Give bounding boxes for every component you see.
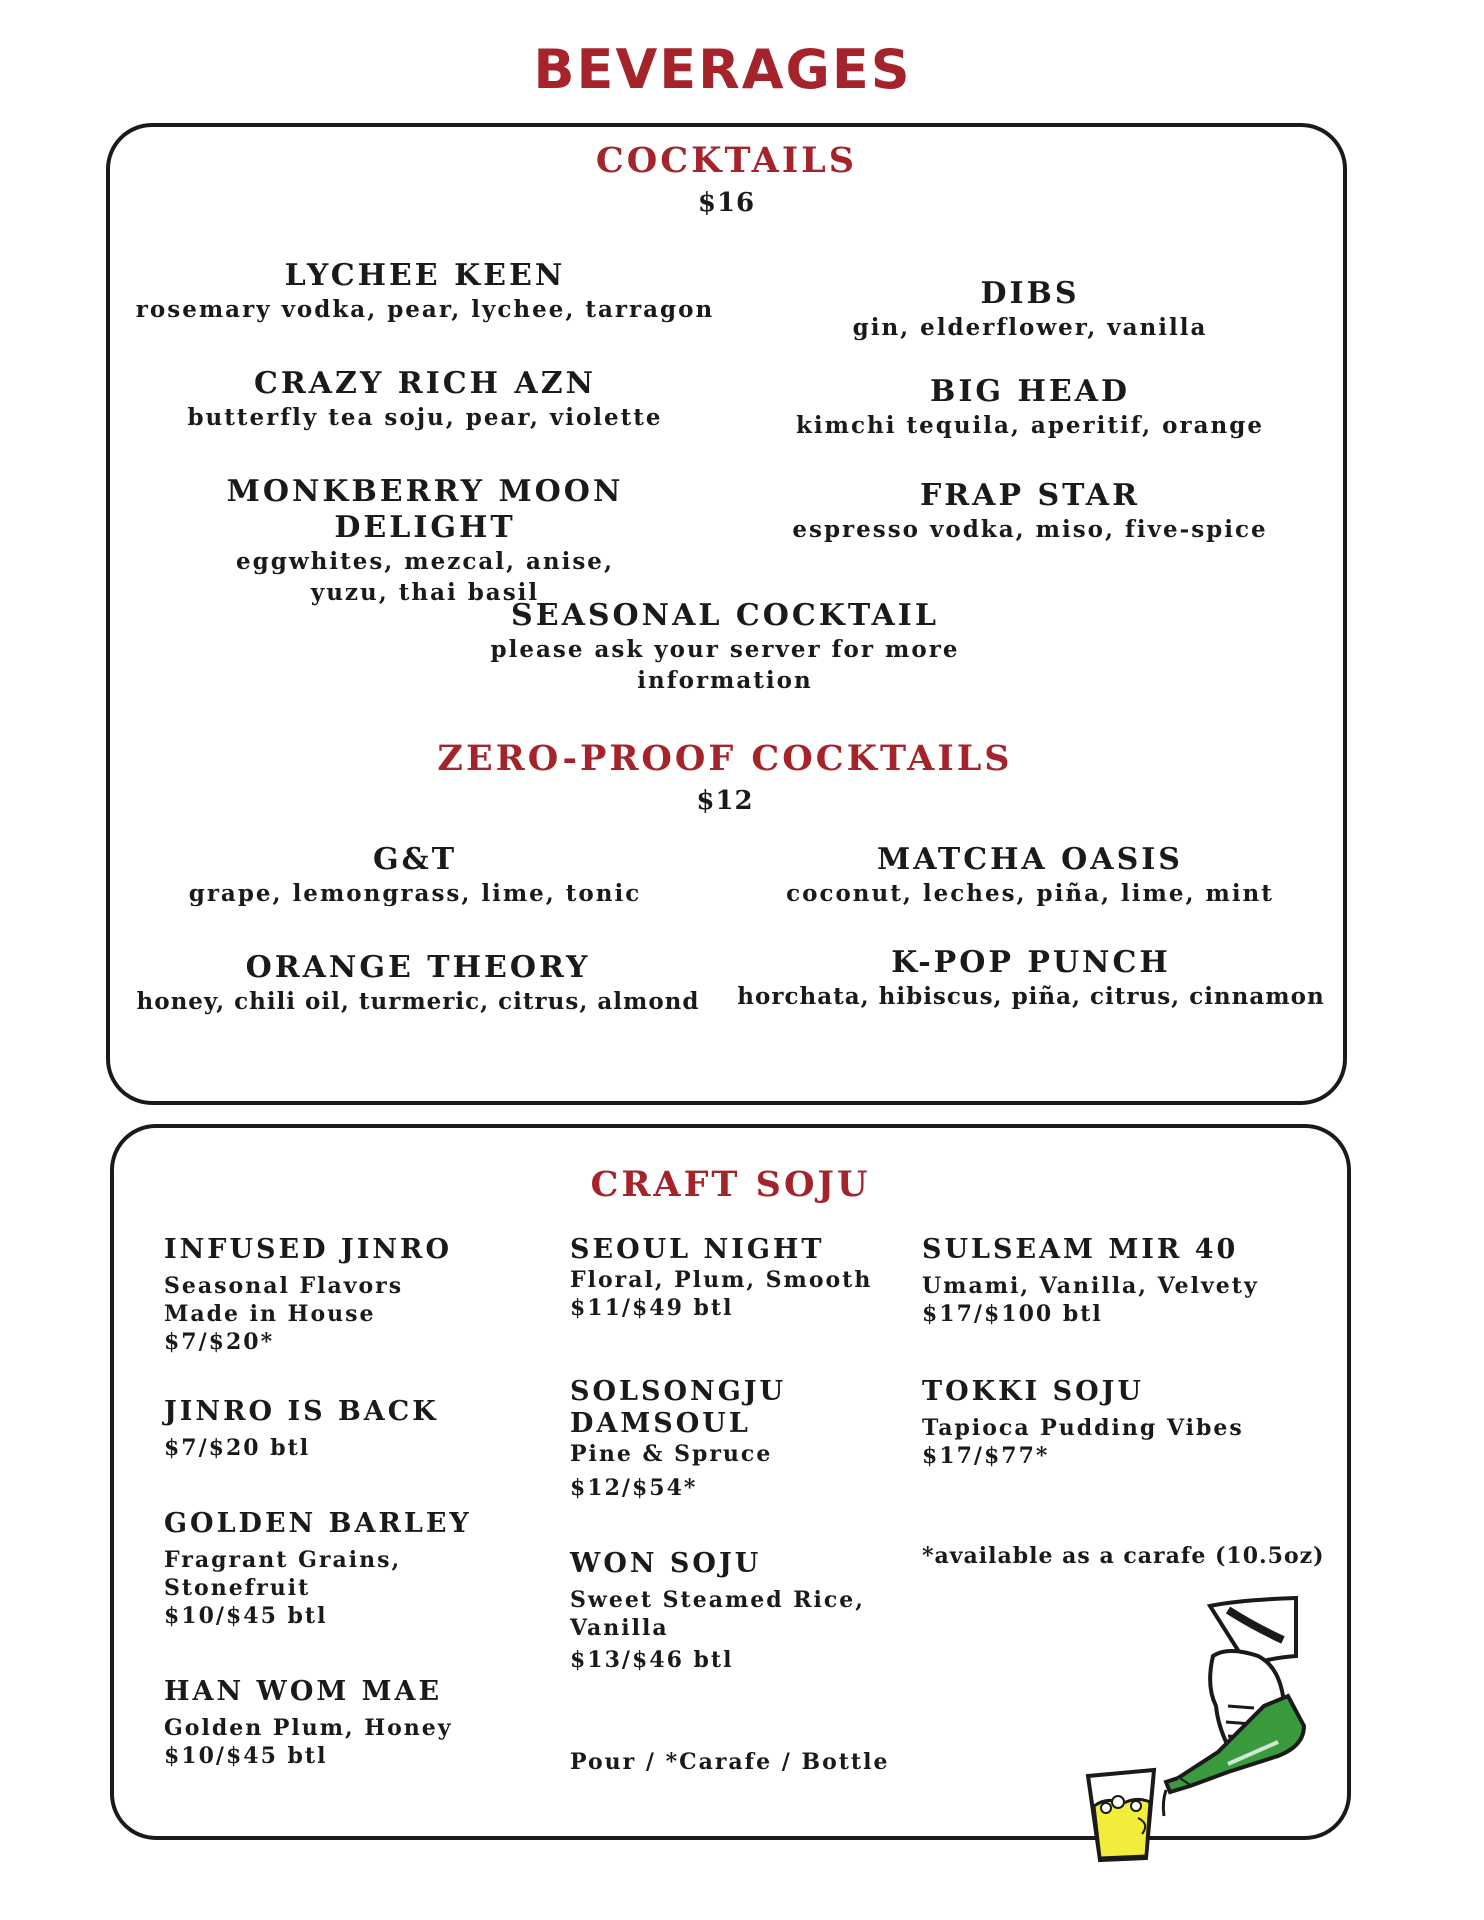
soju-name: SOLSONGJU — [570, 1376, 787, 1407]
cocktail-desc: please ask your server for more — [490, 636, 960, 663]
soju-name: GOLDEN BARLEY — [164, 1508, 472, 1539]
soju-price: $11/$49 btl — [570, 1295, 734, 1321]
zero-proof-name: MATCHA OASIS — [877, 842, 1183, 877]
zero-proof-name: ORANGE THEORY — [245, 950, 591, 985]
soju-desc: Tapioca Pudding Vibes — [922, 1415, 1244, 1441]
soju-price: $7/$20 btl — [164, 1435, 311, 1461]
pouring-soju-illustration — [1078, 1596, 1318, 1866]
soju-item — [164, 1396, 544, 1462]
zero-proof-desc: coconut, leches, piña, lime, mint — [786, 880, 1274, 907]
zero-proof-item — [120, 842, 710, 909]
cocktail-name: MONKBERRY MOON DELIGHT — [226, 474, 624, 545]
carafe-note: *available as a carafe (10.5oz) — [922, 1543, 1325, 1569]
soju-item — [164, 1676, 544, 1770]
cocktail-name: BIG HEAD — [930, 374, 1130, 409]
soju-name: WON SOJU — [570, 1548, 762, 1579]
zero-proof-item — [118, 950, 718, 1017]
soju-name: JINRO IS BACK — [164, 1396, 439, 1427]
cocktail-item — [730, 374, 1330, 441]
cocktail-item — [130, 258, 720, 325]
cocktails-title: COCKTAILS — [595, 140, 858, 181]
soju-name: SEOUL NIGHT — [570, 1234, 825, 1265]
cocktail-desc: information — [637, 667, 813, 694]
zero-proof-desc: grape, lemongrass, lime, tonic — [188, 880, 642, 907]
soju-desc: Seasonal Flavors — [164, 1273, 404, 1299]
soju-price: $17/$77* — [922, 1443, 1050, 1469]
soju-price: $12/$54* — [570, 1475, 698, 1501]
soju-item — [164, 1508, 544, 1630]
cocktail-name: CRAZY RICH AZN — [253, 366, 597, 401]
soju-item — [922, 1234, 1322, 1328]
soju-legend: Pour / *Carafe / Bottle — [570, 1749, 890, 1775]
cocktail-desc: gin, elderflower, vanilla — [852, 314, 1208, 341]
zero-proof-title: ZERO-PROOF COCKTAILS — [437, 738, 1013, 779]
zero-proof-name: G&T — [372, 842, 458, 877]
cocktail-item — [730, 276, 1330, 343]
soju-desc: Umami, Vanilla, Velvety — [922, 1273, 1259, 1299]
cocktail-item — [130, 474, 720, 608]
soju-name: INFUSED JINRO — [164, 1234, 452, 1265]
zero-proof-desc: horchata, hibiscus, piña, citrus, cinnamon — [737, 983, 1325, 1010]
page-title: BEVERAGES — [533, 38, 912, 101]
cocktail-desc: rosemary vodka, pear, lychee, tarragon — [135, 296, 715, 323]
soju-desc: Sweet Steamed Rice, — [570, 1587, 865, 1613]
soju-item — [570, 1548, 910, 1674]
soju-name: HAN WOM MAE — [164, 1676, 443, 1707]
soju-item — [164, 1234, 544, 1356]
cocktail-desc: kimchi tequila, aperitif, orange — [796, 412, 1264, 439]
cocktail-name: LYCHEE KEEN — [284, 258, 566, 293]
cocktail-item — [130, 366, 720, 433]
soju-price: $17/$100 btl — [922, 1301, 1103, 1327]
soju-desc: Fragrant Grains, — [164, 1547, 402, 1573]
soju-item — [922, 1376, 1322, 1470]
cocktail-name: SEASONAL COCKTAIL — [511, 598, 939, 633]
cocktails-price: $16 — [697, 188, 756, 218]
cocktail-name: DIBS — [980, 276, 1080, 311]
soju-desc: Pine & Spruce — [570, 1441, 773, 1467]
zero-proof-name: K-POP PUNCH — [891, 945, 1171, 980]
cocktail-desc: eggwhites, mezcal, anise, — [236, 548, 614, 575]
soju-price: $7/$20* — [164, 1329, 275, 1355]
soju-price: $13/$46 btl — [570, 1647, 734, 1673]
zero-proof-item — [726, 945, 1336, 1012]
cocktail-desc: butterfly tea soju, pear, violette — [187, 404, 663, 431]
soju-desc: Vanilla — [570, 1615, 669, 1641]
soju-name: DAMSOUL — [570, 1408, 751, 1439]
zero-proof-item — [730, 842, 1330, 909]
soju-title: CRAFT SOJU — [590, 1164, 871, 1205]
soju-item — [570, 1376, 910, 1502]
soju-price: $10/$45 btl — [164, 1743, 328, 1769]
soju-name: TOKKI SOJU — [922, 1376, 1144, 1407]
soju-name: SULSEAM MIR 40 — [922, 1234, 1239, 1265]
soju-desc: Made in House — [164, 1301, 376, 1327]
zero-proof-price: $12 — [696, 786, 754, 816]
soju-price: $10/$45 btl — [164, 1603, 328, 1629]
cocktail-desc: yuzu, thai basil — [310, 579, 540, 606]
soju-desc: Stonefruit — [164, 1575, 311, 1601]
soju-item — [570, 1234, 910, 1322]
zero-proof-desc: honey, chili oil, turmeric, citrus, almond — [136, 988, 700, 1015]
soju-desc: Floral, Plum, Smooth — [570, 1267, 873, 1293]
cocktail-item — [730, 478, 1330, 545]
soju-desc: Golden Plum, Honey — [164, 1715, 453, 1741]
cocktail-desc: espresso vodka, miso, five-spice — [792, 516, 1268, 543]
cocktail-item — [430, 598, 1020, 696]
cocktail-name: FRAP STAR — [919, 478, 1141, 513]
